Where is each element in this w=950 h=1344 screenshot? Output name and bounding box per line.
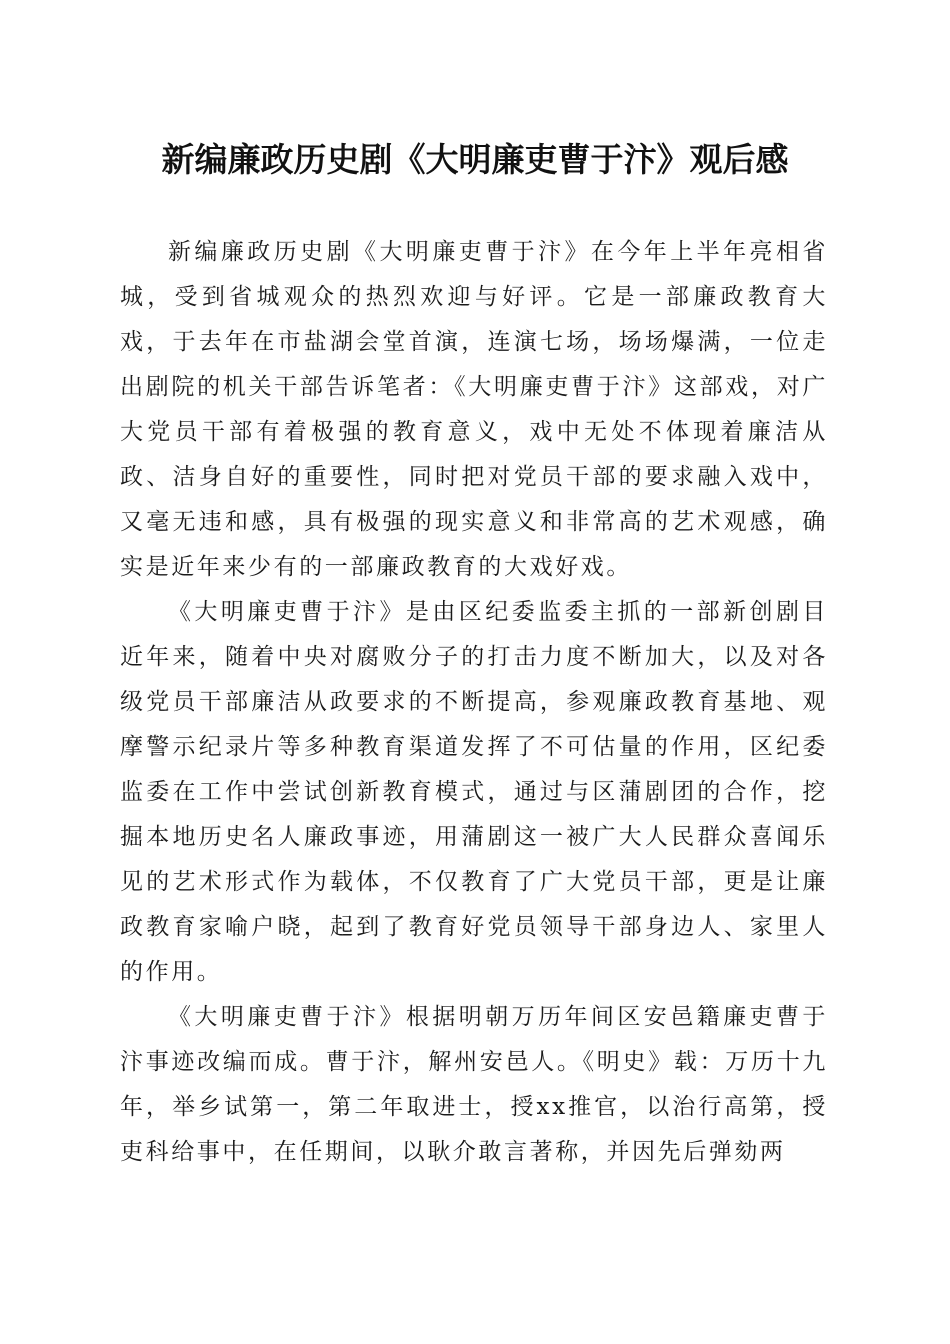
document-body [120,230,828,1175]
paragraph-2: 《大明廉吏曹于汴》是由区纪委监委主抓的一部新创剧目近年来，随着中央对腐败分子的打击力度不断加大，以及对各级党员干部廉洁从政要求的不断提高，参观廉政教育基地、观摩警示纪录片等多种教育渠道发挥了不可估量的作用，区纪委监委在工作中尝试创新教育模式，通过与区蒲剧团的合作，挖掘本地历史名人廉政事迹，用蒲剧这一被广大人民群众喜闻乐见的艺术形式作为载体，不仅教育了广大党员干部，更是让廉政教育家喻户晓，起到了教育好党员领导干部身边人、家里人的作用。 [120,599,828,985]
paragraph-1: 新编廉政历史剧《大明廉吏曹于汴》在今年上半年亮相省城，受到省城观众的热烈欢迎与好评。它是一部廉政教育大戏，于去年在市盐湖会堂首演，连演七场，场场爆满，一位走出剧院的机关干部告诉笔者：《大明廉吏曹于汴》这部戏，对广大党员干部有着极强的教育意义，戏中无处不体现着廉洁从政、洁身自好的重要性，同时把对党员干部的要求融入戏中，又毫无违和感，具有极强的现实意义和非常高的艺术观感，确实是近年来少有的一部廉政教育的大戏好戏。 [120,239,828,580]
document-title: 新编廉政历史剧《大明廉吏曹于汴》观后感 [161,140,789,179]
paragraph-3: 《大明廉吏曹于汴》根据明朝万历年间区安邑籍廉吏曹于汴事迹改编而成。曹于汴，解州安邑人。《明史》载：万历十九年，举乡试第一，第二年取进士，授xx推官，以治行高第，授吏科给事中，在任期间，以耿介敢言著称，并因先后弹劾两 [120,1004,828,1165]
